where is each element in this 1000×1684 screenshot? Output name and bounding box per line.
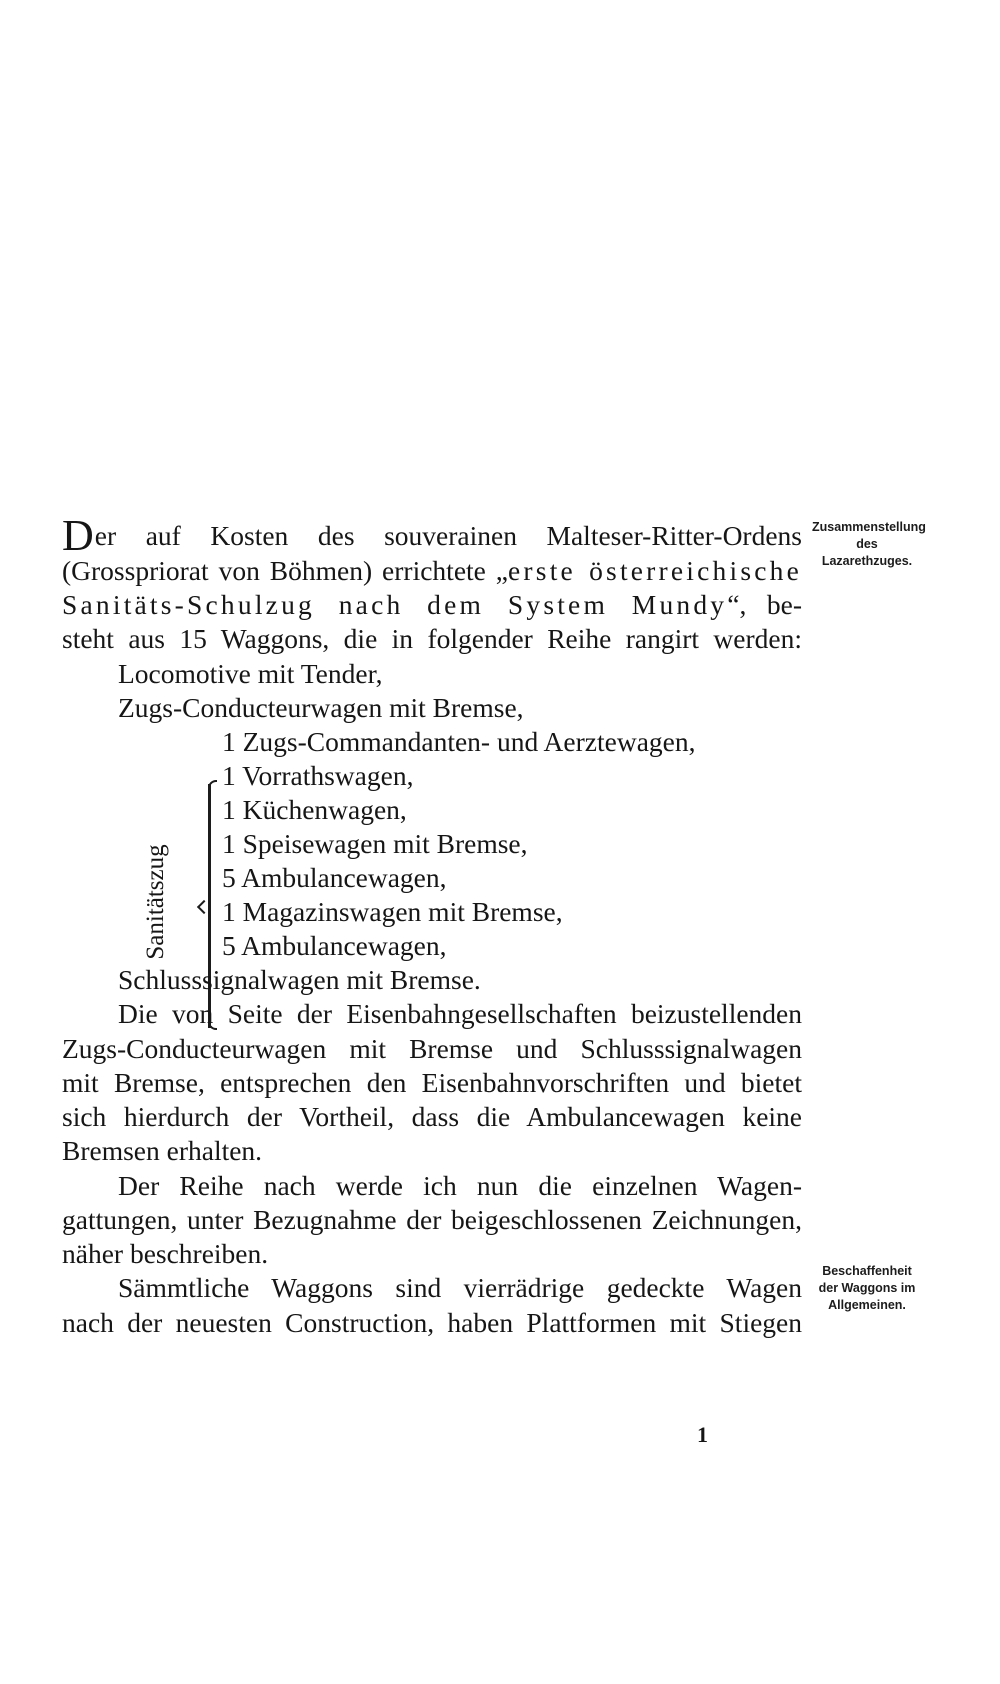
train-item-locomotive: Locomotive mit Tender, (118, 658, 383, 689)
paragraph2-line3: mit Bremse, entsprechen den Eisenbahnvorschriften und bietet (62, 1067, 802, 1098)
paragraph1-line2 (62, 553, 802, 589)
paragraph1-line4: steht aus 15 Waggons, die in folgender Reihe rangirt werden: (62, 623, 802, 654)
paragraph1-line3 (62, 587, 802, 623)
group-item-4: 1 Speisewagen mit Bremse, (222, 828, 528, 859)
paragraph3-line2: gattungen, unter Bezugnahme der beigeschlossenen Zeichnungen, (62, 1204, 802, 1235)
paragraph3-line3: näher beschreiben. (62, 1238, 269, 1269)
emphasized-title-part2: Sanitäts-Schulzug nach dem System Mundy (62, 589, 728, 620)
paragraph4-line1: Sämmtliche Waggons sind vierrädrige gedeckte Wagen (118, 1272, 802, 1303)
paragraph1-line3-end: “, be- (727, 589, 802, 620)
emphasized-title-part1: erste österreichische (508, 555, 803, 586)
margin-note-condition: Beschaffenheit der Waggons im Allgemeinen. (818, 1264, 916, 1312)
paragraph2-line5: Bremsen erhalten. (62, 1135, 263, 1166)
group-item-7: 5 Ambulancewagen, (222, 930, 447, 961)
paragraph2-line1: Die von Seite der Eisenbahngesellschaften beizustellenden (118, 998, 802, 1029)
train-item-signal-car: Schlusssignalwagen mit Bremse. (118, 964, 481, 995)
paragraph1-line1 (62, 511, 802, 560)
group-item-3: 1 Küchenwagen, (222, 794, 407, 825)
paragraph2-line2: Zugs-Conducteurwagen mit Bremse und Schlusssignalwagen (62, 1033, 802, 1064)
group-item-1: 1 Zugs-Commandanten- und Aerztewagen, (222, 726, 696, 757)
margin-note-composition: Zusammenstellung des Lazarethzuges. (812, 520, 926, 568)
page-number: 1 (697, 1422, 708, 1447)
group-label-sanitaetszug: Sanitätszug (142, 844, 169, 960)
paragraph4-line2: nach der neuesten Construction, haben Plattformen mit Stiegen (62, 1307, 802, 1338)
drop-cap: D (62, 511, 94, 560)
paragraph3-line1: Der Reihe nach werde ich nun die einzelnen Wagen- (118, 1170, 802, 1201)
group-item-6: 1 Magazinswagen mit Bremse, (222, 896, 563, 927)
group-item-5: 5 Ambulancewagen, (222, 862, 447, 893)
paragraph2-line4: sich hierdurch der Vortheil, dass die Ambulancewagen keine (62, 1101, 802, 1132)
train-item-conductor-car: Zugs-Conducteurwagen mit Bremse, (118, 692, 524, 723)
group-item-2: 1 Vorrathswagen, (222, 760, 414, 791)
paragraph1-line1-text: er auf Kosten des souverainen Malteser-Ritter-Ordens (94, 520, 802, 551)
paragraph1-line2-text: (Grosspriorat von Böhmen) errichtete „ (62, 555, 509, 586)
